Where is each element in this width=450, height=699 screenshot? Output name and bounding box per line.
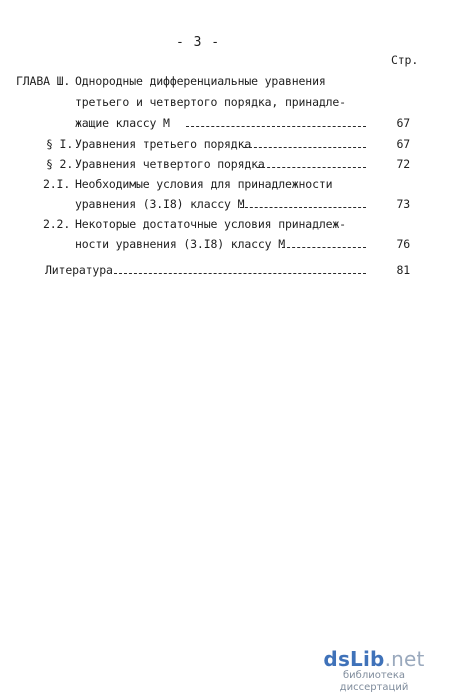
toc-section-1-page: 67	[396, 137, 410, 151]
toc-leader	[257, 167, 366, 168]
toc-chapter-label: ГЛАВА Ш.	[16, 74, 71, 88]
toc-subsection-2-2-page: 76	[396, 237, 410, 251]
toc-leader	[240, 207, 366, 208]
page-number: - 3 -	[176, 35, 221, 50]
toc-leader	[244, 147, 366, 148]
toc-literature-page: 81	[396, 263, 410, 277]
toc-subsection-2-1-title-line1: Необходимые условия для принадлежности	[75, 177, 333, 191]
toc-subsection-2-2-title-line2: ности уравнения (3.I8) классу М	[75, 237, 285, 251]
toc-subsection-2-2-title-line1: Некоторые достаточные условия принадлеж-	[75, 217, 346, 231]
toc-leader	[282, 247, 366, 248]
toc-chapter-title-line2: третьего и четвертого порядка, принадле-	[75, 95, 346, 109]
toc-leader	[186, 126, 366, 127]
watermark-subtitle: библиотека диссертаций	[339, 670, 409, 693]
page-column-header: Стр.	[391, 53, 419, 67]
toc-chapter-page: 67	[396, 116, 410, 130]
toc-chapter-title-line3: жащие классу М	[75, 116, 170, 130]
dslib-watermark	[314, 648, 434, 694]
toc-section-2-title: Уравнения четвертого порядка	[75, 157, 265, 171]
toc-subsection-2-1-label: 2.I.	[43, 177, 71, 191]
logo-lib: Lib	[350, 647, 385, 671]
toc-chapter-title-line1: Однородные дифференциальные уравнения	[75, 74, 326, 88]
toc-subsection-2-1-page: 73	[396, 197, 410, 211]
logo-net: .net	[384, 647, 425, 671]
toc-subsection-2-1-title-line2: уравнения (3.I8) классу М	[75, 197, 245, 211]
toc-section-2-page: 72	[396, 157, 410, 171]
toc-section-1-label: § I.	[46, 137, 74, 151]
dslib-logo	[314, 648, 434, 670]
logo-ds: ds	[323, 647, 351, 671]
toc-section-2-label: § 2.	[46, 157, 74, 171]
toc-section-1-title: Уравнения третьего порядка	[75, 137, 252, 151]
toc-subsection-2-2-label: 2.2.	[43, 217, 71, 231]
toc-leader	[114, 273, 366, 274]
toc-literature-title: Литература	[45, 263, 113, 277]
